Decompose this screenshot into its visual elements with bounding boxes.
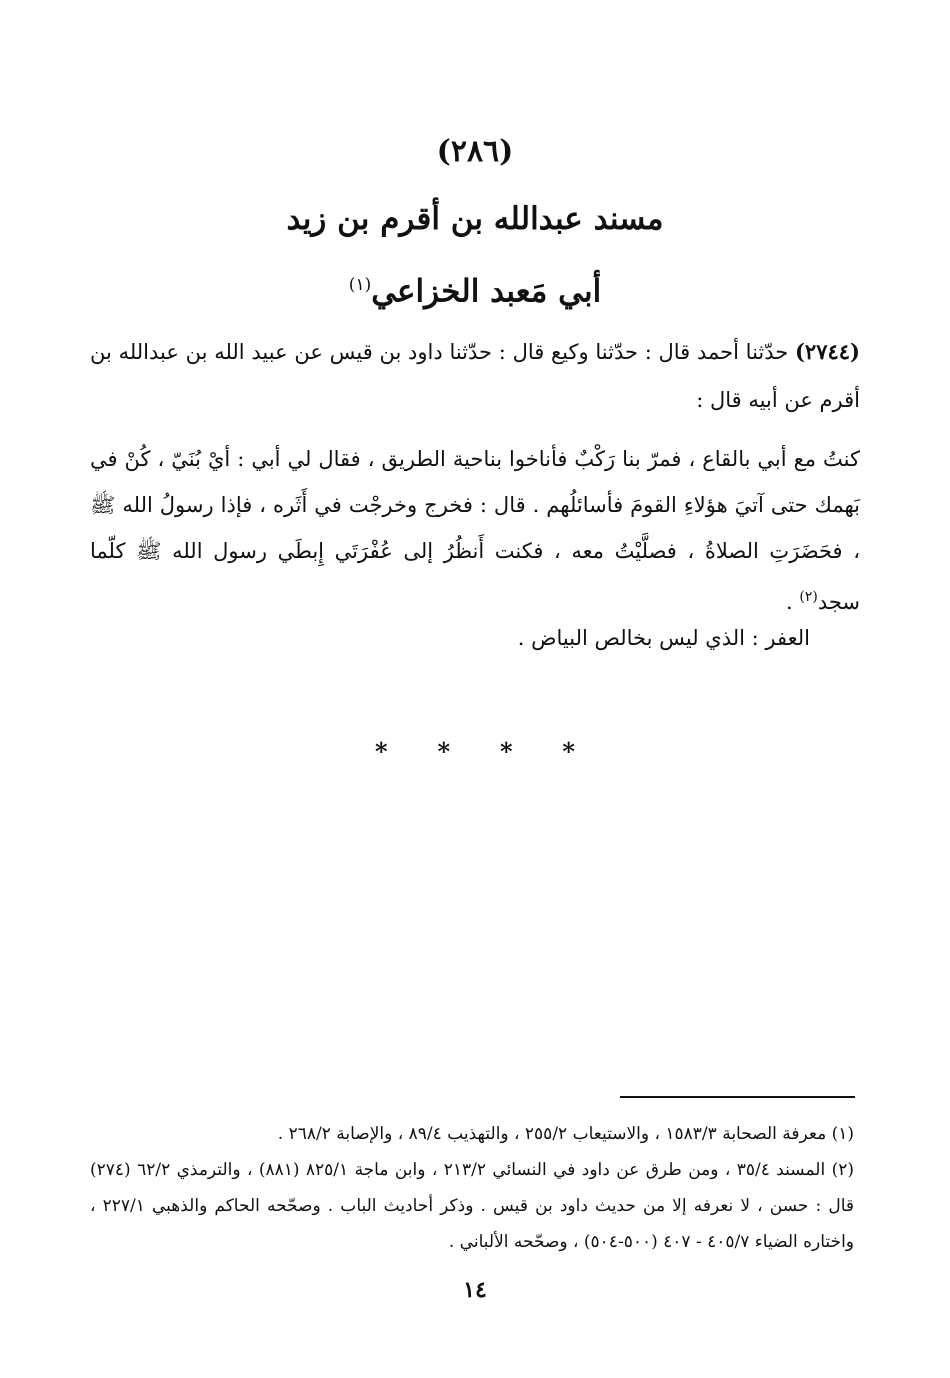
separator-star: * bbox=[562, 737, 575, 766]
separator-star: * bbox=[375, 737, 388, 766]
musnad-title-line-2-text: أبي مَعبد الخزاعي bbox=[371, 273, 602, 310]
hadith-matn: كنتُ مع أبي بالقاع ، فمرّ بنا رَكْبٌ فأناخوا بناحية الطريق ، فقال لي أبي : أيْ بُنَيّ ، كُنْ في بَهمك حتى آتيَ هؤلاءِ القومَ فأسائلُهم . قال : فخرج وخرجْت في أَثَره ، فإذا رسولُ الله ﷺ ، فحَضَرَتِ الصلاةُ ، فصلَّيْتُ معه ، فكنت أَنظُرُ إلى عُفْرَتَي إِبطَي رسول الله ﷺ كلّما سجد bbox=[90, 447, 860, 614]
footnote-2: (٢) المسند ٣٥/٤ ، ومن طرق عن داود في النسائي ٢١٣/٢ ، وابن ماجة ٨٢٥/١ (٨٨١) ، والترمذي ٦٢/٢ (٢٧٤) قال : حسن ، لا نعرفه إلا من حديث داود بن قيس . وذكر أحاديث الباب . وصحّحه الحاكم والذهبي ٢٢٧/١ ، واختاره الضياء ٤٠٥/٧ - ٤٠٧ (٥٠٠-٥٠٤) ، وصحّحه الألباني . bbox=[90, 1160, 855, 1252]
hadith-isnad: حدّثنا أحمد قال : حدّثنا وكيع قال : حدّثنا داود بن قيس عن عبيد الله بن عبدالله بن أقرم عن أبيه قال : bbox=[90, 340, 860, 412]
star-separator bbox=[375, 732, 575, 772]
matn-footnote-marker: (٢) bbox=[799, 589, 818, 605]
musnad-title-line-2 bbox=[0, 260, 950, 316]
footnote-divider bbox=[620, 1096, 855, 1098]
musnad-title-line-1: مسند عبدالله بن أقرم بن زيد bbox=[286, 201, 664, 237]
title-footnote-marker: (١) bbox=[348, 275, 372, 295]
separator-star: * bbox=[499, 737, 513, 766]
footnote-1: (١) معرفة الصحابة ١٥٨٣/٣ ، والاستيعاب ٢٥٥/٢ ، والتهذيب ٨٩/٤ ، والإصابة ٢٦٨/٢ . bbox=[277, 1124, 854, 1144]
hadith-matn-paragraph bbox=[90, 436, 860, 625]
separator-star: * bbox=[437, 737, 451, 766]
footnotes-section bbox=[90, 1116, 854, 1260]
page-number: ١٤ bbox=[463, 1277, 487, 1303]
word-gloss: العفر : الذي ليس بخالص البياض . bbox=[517, 626, 810, 650]
musnad-number-heading: (٢٨٦) bbox=[436, 134, 514, 169]
hadith-number: (٢٧٤٤) bbox=[794, 339, 860, 364]
hadith-matn-end: . bbox=[785, 590, 800, 614]
hadith-isnad-paragraph bbox=[90, 328, 860, 424]
